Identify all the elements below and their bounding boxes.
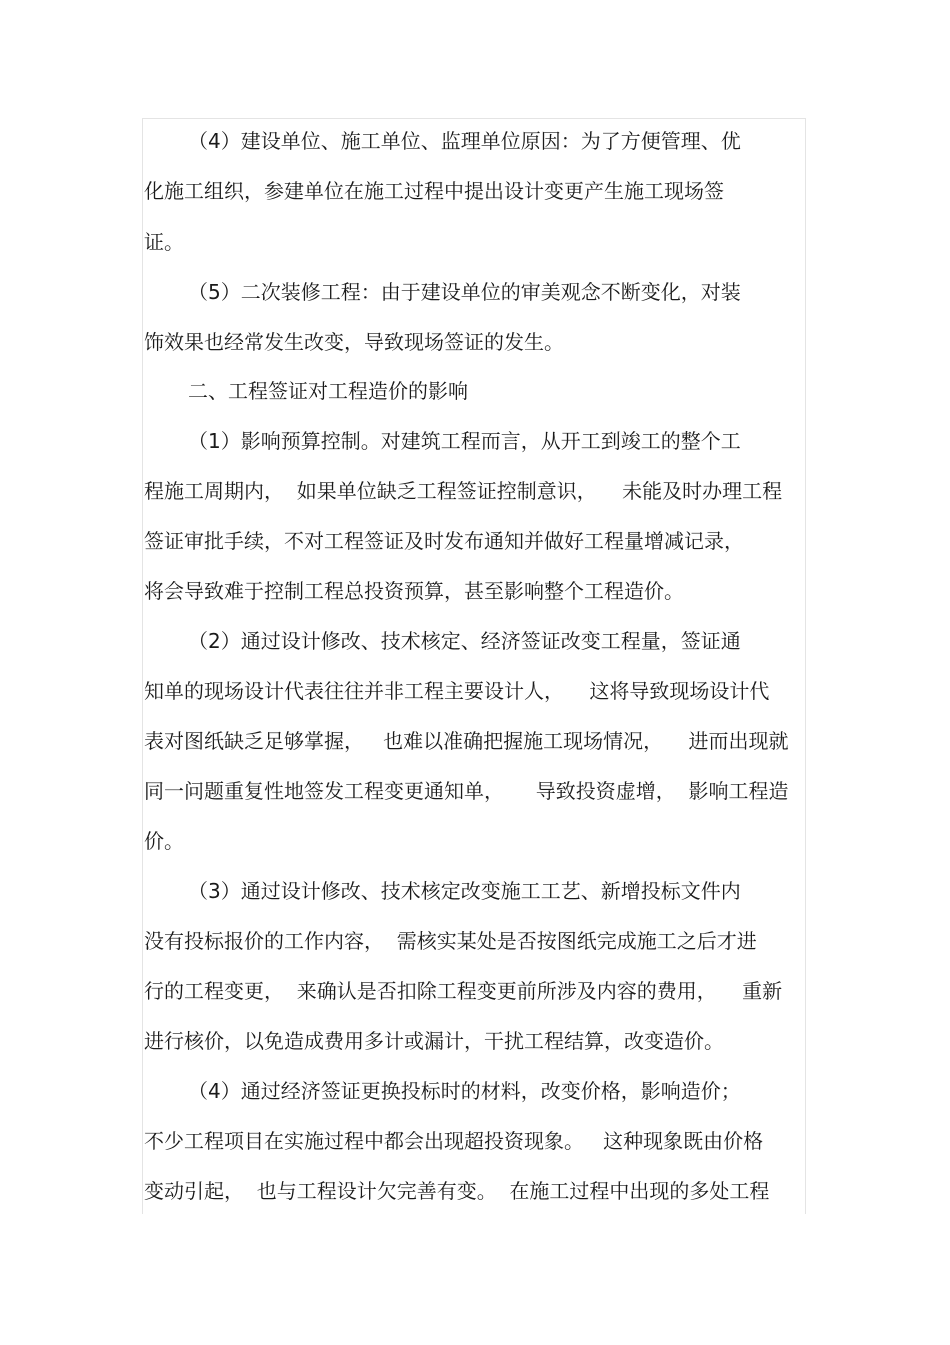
impact-1-line-4: 将会导致难于控制工程总投资预算，甚至影响整个工程造价。 xyxy=(144,579,684,603)
paragraph-5-line-1: （5）二次装修工程：由于建设单位的审美观念不断变化，对装 xyxy=(188,280,741,304)
impact-3-line-2: 没有投标报价的工作内容， 需核实某处是否按图纸完成施工之后才进 xyxy=(144,929,757,953)
impact-3-line-3: 行的工程变更， 来确认是否扣除工程变更前所涉及内容的费用， 重新 xyxy=(144,979,783,1003)
paragraph-4-line-1: （4）建设单位、施工单位、监理单位原因：为了方便管理、优 xyxy=(188,129,741,153)
impact-1-line-2: 程施工周期内， 如果单位缺乏工程签证控制意识， 未能及时办理工程 xyxy=(144,479,783,503)
impact-3-line-1: （3）通过设计修改、技术核定改变施工工艺、新增投标文件内 xyxy=(188,879,741,903)
paragraph-5-line-2: 饰效果也经常发生改变，导致现场签证的发生。 xyxy=(144,330,564,354)
impact-2-line-1: （2）通过设计修改、技术核定、经济签证改变工程量，签证通 xyxy=(188,629,741,653)
impact-4-line-1: （4）通过经济签证更换投标时的材料，改变价格，影响造价； xyxy=(188,1079,741,1103)
impact-4-line-2: 不少工程项目在实施过程中都会出现超投资现象。 这种现象既由价格 xyxy=(144,1129,764,1153)
impact-2-line-2: 知单的现场设计代表往往并非工程主要设计人， 这将导致现场设计代 xyxy=(144,679,770,703)
impact-3-line-4: 进行核价，以免造成费用多计或漏计，干扰工程结算，改变造价。 xyxy=(144,1029,724,1053)
impact-2-line-4: 同一问题重复性地签发工程变更通知单， 导致投资虚增， 影响工程造 xyxy=(144,779,789,803)
impact-2-line-5: 价。 xyxy=(144,829,184,853)
section-heading: 二、工程签证对工程造价的影响 xyxy=(188,379,468,403)
impact-1-line-3: 签证审批手续，不对工程签证及时发布通知并做好工程量增减记录， xyxy=(144,529,744,553)
impact-1-line-1: （1）影响预算控制。对建筑工程而言，从开工到竣工的整个工 xyxy=(188,429,741,453)
impact-2-line-3: 表对图纸缺乏足够掌握， 也难以准确把握施工现场情况， 进而出现就 xyxy=(144,729,789,753)
paragraph-4-line-2: 化施工组织，参建单位在施工过程中提出设计变更产生施工现场签 xyxy=(144,179,724,203)
impact-4-line-3: 变动引起， 也与工程设计欠完善有变。 在施工过程中出现的多处工程 xyxy=(144,1179,770,1203)
paragraph-4-line-3: 证。 xyxy=(144,230,184,254)
